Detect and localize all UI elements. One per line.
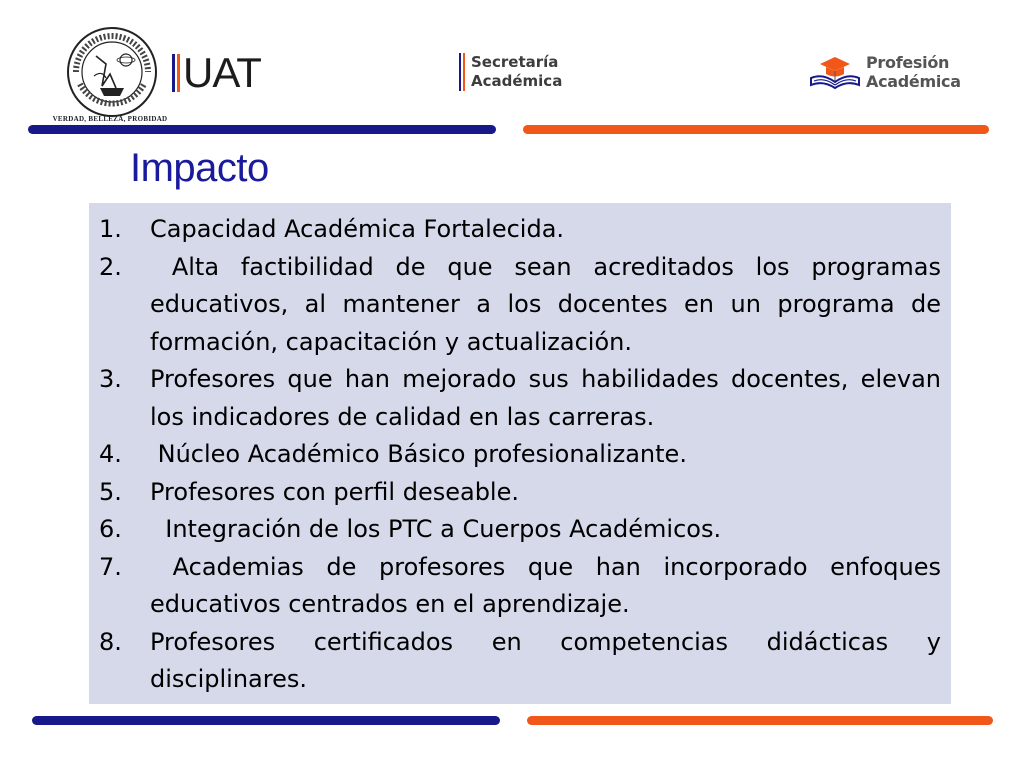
secretaria-logo-bars (459, 53, 465, 91)
list-item-number: 8. (99, 627, 122, 656)
university-seal-icon (66, 26, 158, 118)
list-item (99, 211, 941, 249)
list-item-number: 4. (99, 440, 122, 468)
seal-motto: VERDAD, BELLEZA, PROBIDAD (52, 115, 168, 123)
secretaria-academica-logo (459, 53, 562, 91)
list-item-number: 6. (99, 515, 122, 543)
list-item-text: Capacidad Académica Fortalecida. (150, 215, 565, 243)
list-item-text: Alta factibilidad de que sean acreditados los programas educativos, al mantener a los docentes en un programa de formación, capacitación y actualización. (150, 252, 941, 356)
uat-logo-bars (172, 54, 180, 92)
list-item (99, 549, 941, 624)
list-item-number: 1. (99, 215, 122, 243)
bottom-orange-stripe (527, 716, 993, 725)
top-blue-stripe (28, 125, 496, 134)
list-item-number: 7. (99, 552, 122, 581)
secretaria-line1: Secretaría (471, 53, 559, 71)
list-item (99, 436, 941, 474)
list-item-text: Integración de los PTC a Cuerpos Académicos. (150, 515, 722, 543)
profesion-academica-logo (808, 52, 961, 92)
profesion-line2: Académica (866, 72, 961, 91)
bottom-blue-stripe (32, 716, 500, 725)
list-item-text: Profesores certificados en competencias didácticas y disciplinares. (150, 627, 941, 693)
list-item (99, 624, 941, 699)
list-item-number: 2. (99, 252, 122, 281)
list-item (99, 249, 941, 362)
uat-logo (172, 49, 261, 96)
list-item-number: 3. (99, 365, 122, 393)
slide-title: Impacto (130, 146, 269, 190)
list-item (99, 474, 941, 512)
top-orange-stripe (523, 125, 989, 134)
list-item-text: Profesores con perfil deseable. (150, 477, 519, 506)
list-item-number: 5. (99, 477, 122, 506)
list-item-text: Núcleo Académico Básico profesionalizante. (150, 440, 687, 468)
list-item-text: Profesores que han mejorado sus habilidades docentes, elevan los indicadores de calidad en las carreras. (150, 365, 941, 431)
list-item (99, 511, 941, 549)
graduation-cap-book-icon (808, 52, 862, 92)
uat-logo-text: UAT (183, 49, 261, 96)
impact-list (89, 203, 951, 704)
list-item (99, 361, 941, 436)
profesion-line1: Profesión (866, 53, 950, 72)
list-item-text: Academias de profesores que han incorporado enfoques educativos centrados en el aprendizaje. (150, 552, 941, 618)
secretaria-line2: Académica (471, 72, 563, 90)
